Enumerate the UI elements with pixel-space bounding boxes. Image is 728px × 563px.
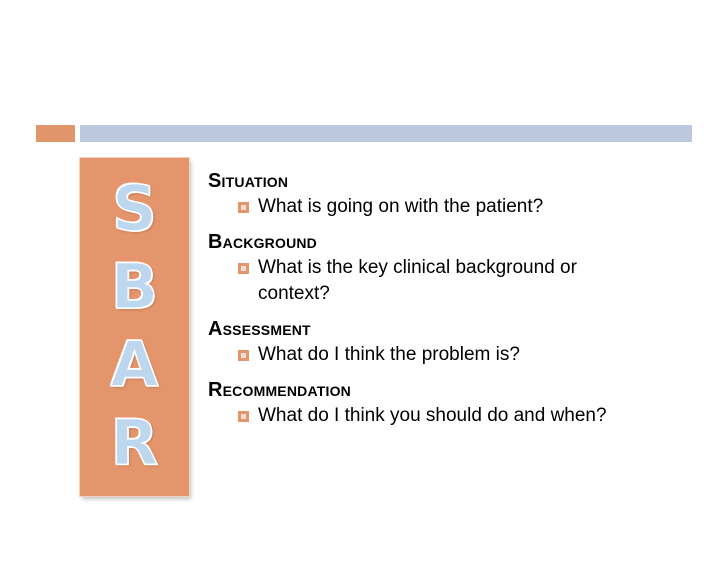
bullet-situation <box>208 194 688 220</box>
section-background <box>208 229 688 307</box>
title-bar-accent-left <box>36 125 75 142</box>
bullet-text-line2: context? <box>258 283 330 304</box>
slide-content <box>208 168 688 438</box>
section-recommendation <box>208 377 688 429</box>
bullet-recommendation <box>208 403 688 429</box>
heading-situation: Situation <box>208 170 289 192</box>
bullet-text: What do I think you should do and when? <box>258 405 607 426</box>
letter-a: A <box>110 328 159 401</box>
square-bullet-icon <box>238 411 249 422</box>
heading-assessment: Assessment <box>208 318 311 340</box>
bullet-text: What is going on with the patient? <box>258 196 544 217</box>
letter-r: R <box>110 406 159 479</box>
square-bullet-icon <box>238 202 249 213</box>
heading-recommendation: Recommendation <box>208 379 351 401</box>
title-bar-accent-right <box>80 125 692 142</box>
section-situation <box>208 168 688 220</box>
sbar-letter-panel <box>80 158 189 496</box>
bullet-assessment <box>208 342 688 368</box>
square-bullet-icon <box>238 263 249 274</box>
square-bullet-icon <box>238 350 249 361</box>
section-assessment <box>208 316 688 368</box>
heading-background: Background <box>208 231 317 253</box>
letter-b: B <box>110 250 159 323</box>
bullet-text-line1: What is the key clinical background or <box>258 257 577 278</box>
bullet-background <box>208 255 688 307</box>
bullet-text: What do I think the problem is? <box>258 344 520 365</box>
letter-s: S <box>112 172 157 245</box>
